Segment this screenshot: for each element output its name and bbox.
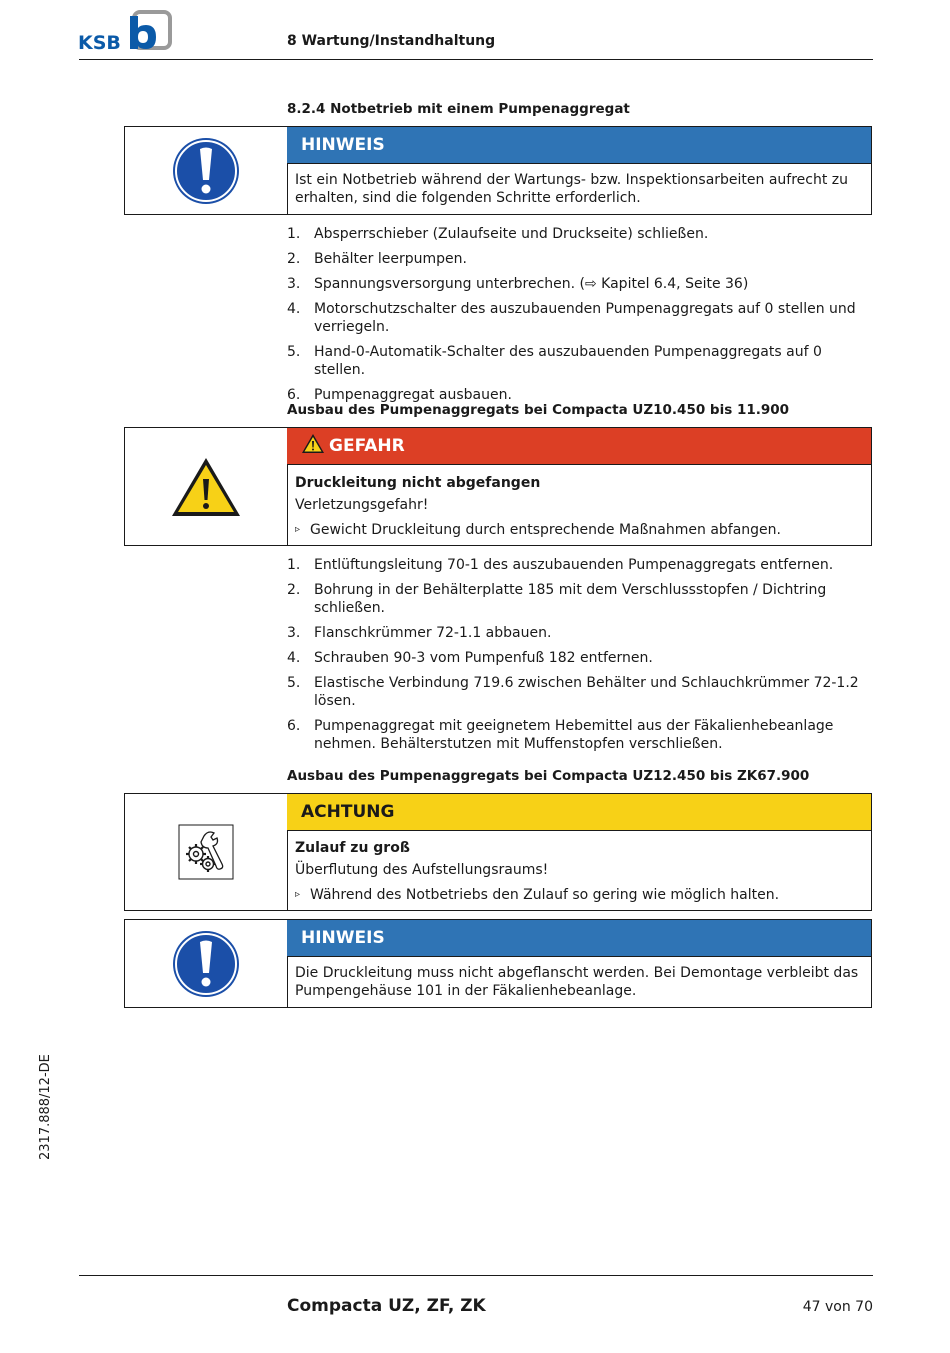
- caution-header: ACHTUNG: [287, 794, 871, 831]
- danger-icon-cell: [125, 428, 288, 545]
- notice-icon-cell: [125, 127, 288, 214]
- list-item: 5. Hand-0-Automatik-Schalter des auszubauenden Pumpenaggregats auf 0 stellen.: [287, 344, 822, 378]
- procedure-list-2: [287, 556, 877, 760]
- notice-text: Die Druckleitung muss nicht abgeflanscht werden. Bei Demontage verbleibt das Pumpengehäuse 101 in der Fäkalienhebeanlage.: [295, 965, 859, 999]
- list-item: 5. Elastische Verbindung 719.6 zwischen Behälter und Schlauchkrümmer 72-1.2 lösen.: [287, 675, 859, 709]
- notice-header: HINWEIS: [287, 920, 871, 957]
- notice-text: Ist ein Notbetrieb während der Wartungs- bzw. Inspektionsarbeiten aufrecht zu erhalten, sind die folgenden Schritte erforderlich.: [295, 172, 849, 206]
- list-item: 3. Spannungsversorgung unterbrechen. (⇨ Kapitel 6.4, Seite 36): [287, 276, 749, 292]
- action-marker-icon: ▹: [295, 889, 301, 900]
- notice-icon-cell: [125, 920, 288, 1007]
- subheading-uz10: Ausbau des Pumpenaggregats bei Compacta UZ10.450 bis 11.900: [287, 402, 790, 418]
- danger-action: ▹ Gewicht Druckleitung durch entsprechende Maßnahmen abfangen.: [295, 522, 781, 538]
- caution-body: [295, 839, 861, 904]
- notice-box-hinweis-2: [124, 919, 872, 1008]
- mandatory-exclamation-icon: [171, 929, 241, 999]
- mandatory-exclamation-icon: [171, 136, 241, 206]
- footer-divider: [79, 1275, 873, 1276]
- notice-body: [295, 964, 861, 1000]
- list-item: 3. Flanschkrümmer 72-1.1 abbauen.: [287, 625, 552, 641]
- footer-product-title: Compacta UZ, ZF, ZK: [287, 1296, 486, 1316]
- header-divider: [79, 59, 873, 60]
- danger-label: GEFAHR: [329, 436, 405, 456]
- caution-icon-cell: [125, 794, 288, 910]
- danger-title: Druckleitung nicht abgefangen: [295, 475, 541, 491]
- danger-consequence: Verletzungsgefahr!: [295, 497, 429, 513]
- section-title: 8.2.4 Notbetrieb mit einem Pumpenaggregat: [287, 101, 630, 117]
- list-item: 4. Schrauben 90-3 vom Pumpenfuß 182 entfernen.: [287, 650, 653, 666]
- ksb-logo-mark-icon: [126, 10, 174, 52]
- logo-text: KSB: [78, 32, 121, 54]
- notice-body: [295, 171, 861, 207]
- list-item: 6. Pumpenaggregat mit geeignetem Hebemittel aus der Fäkalienhebeanlage nehmen. Behälterstutzen mit Muffenstopfen verschließen.: [287, 718, 834, 752]
- page-number: 47 von 70: [802, 1299, 873, 1315]
- list-item: 2. Bohrung in der Behälterplatte 185 mit dem Verschlussstopfen / Dichtring schließen.: [287, 582, 827, 616]
- subheading-uz12: Ausbau des Pumpenaggregats bei Compacta UZ12.450 bis ZK67.900: [287, 768, 810, 784]
- cross-reference-link[interactable]: Spannungsversorgung unterbrechen. (⇨ Kapitel 6.4, Seite 36): [314, 276, 749, 292]
- gears-wrench-icon: [178, 824, 234, 880]
- caution-action: ▹ Während des Notbetriebs den Zulauf so gering wie möglich halten.: [295, 887, 780, 903]
- list-item: 1. Absperrschieber (Zulaufseite und Druckseite) schließen.: [287, 226, 709, 242]
- notice-header: HINWEIS: [287, 127, 871, 164]
- list-item: 1. Entlüftungsleitung 70-1 des auszubauenden Pumpenaggregats entfernen.: [287, 557, 834, 573]
- warning-triangle-small-icon: [301, 433, 325, 454]
- caution-title: Zulauf zu groß: [295, 840, 410, 856]
- procedure-list-1: [287, 225, 877, 411]
- ksb-logo: [78, 10, 174, 52]
- document-code: 2317.888/12-DE: [38, 1054, 53, 1160]
- list-item: 4. Motorschutzschalter des auszubauenden Pumpenaggregats auf 0 stellen und verriegeln.: [287, 301, 856, 335]
- notice-box-hinweis: [124, 126, 872, 215]
- chapter-heading: 8 Wartung/Instandhaltung: [287, 33, 496, 49]
- danger-header: [287, 428, 871, 465]
- danger-box-gefahr: [124, 427, 872, 546]
- list-item: 2. Behälter leerpumpen.: [287, 251, 467, 267]
- caution-consequence: Überflutung des Aufstellungsraums!: [295, 862, 549, 878]
- action-marker-icon: ▹: [295, 524, 301, 535]
- caution-box-achtung: [124, 793, 872, 911]
- list-item: 6. Pumpenaggregat ausbauen.: [287, 387, 512, 403]
- warning-triangle-icon: [170, 455, 242, 519]
- danger-body: [295, 474, 861, 539]
